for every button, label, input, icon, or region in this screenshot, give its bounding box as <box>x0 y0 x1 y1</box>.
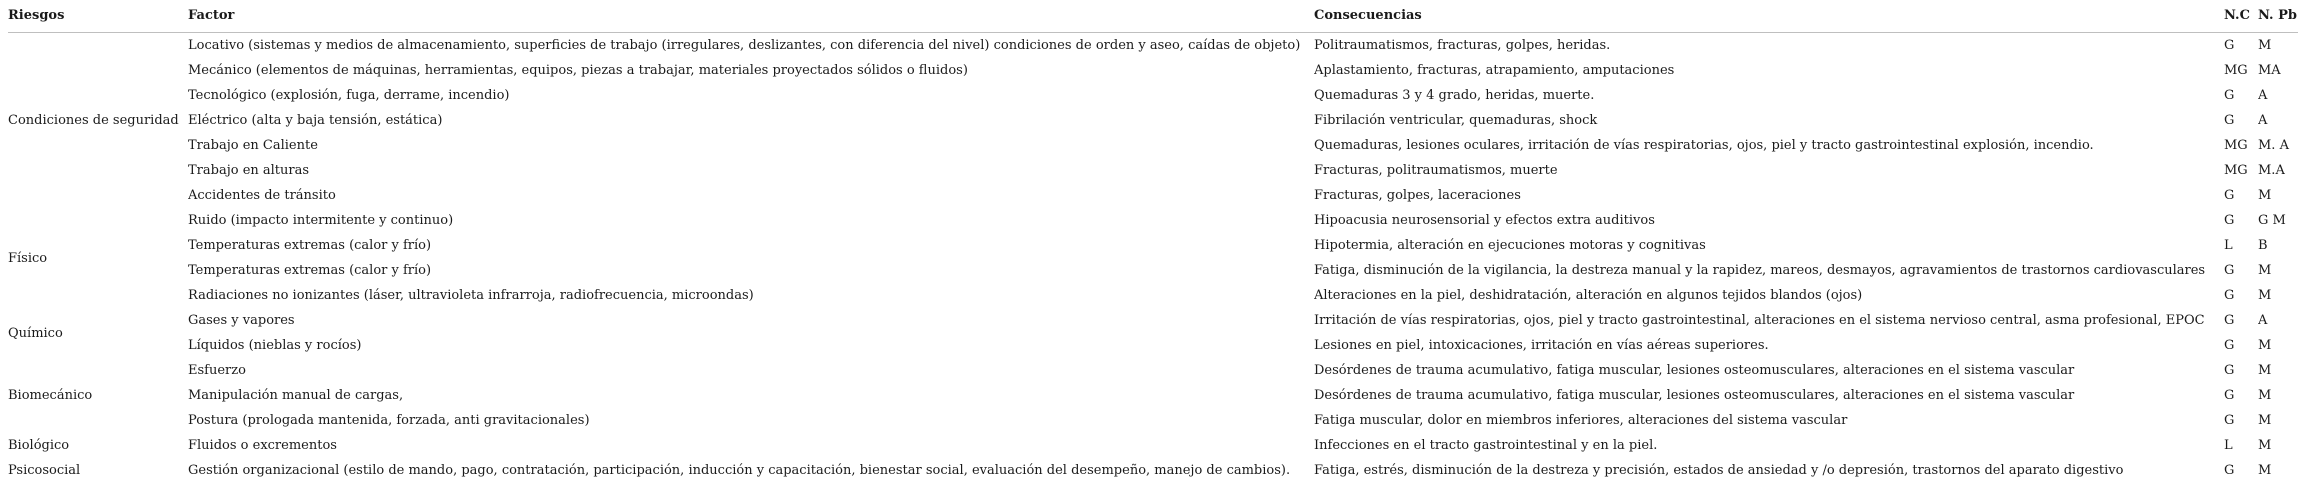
consequence-cell: Infecciones en el tracto gastrointestinal y en la piel. <box>1314 438 1658 453</box>
npb-cell: B <box>2258 238 2268 253</box>
factor-cell: Manipulación manual de cargas, <box>188 388 404 403</box>
table-row <box>8 433 2298 458</box>
factor-cell: Esfuerzo <box>188 363 246 378</box>
risk-category: Químico <box>8 325 63 341</box>
risk-category: Psicosocial <box>8 463 81 478</box>
nc-cell: G <box>2224 413 2235 428</box>
factor-cell: Ruido (impacto intermitente y continuo) <box>188 213 454 228</box>
npb-cell: M.A <box>2258 163 2285 178</box>
header-npb: N. Pb <box>2258 8 2297 23</box>
table-row <box>8 208 2298 233</box>
header-factor: Factor <box>188 8 235 23</box>
npb-cell: MA <box>2258 63 2281 78</box>
nc-cell: G <box>2224 38 2235 53</box>
nc-cell: L <box>2224 238 2233 253</box>
factor-cell: Accidentes de tránsito <box>188 188 336 203</box>
table-row <box>8 133 2298 158</box>
table-row <box>8 83 2298 108</box>
consequence-cell: Quemaduras, lesiones oculares, irritación de vías respiratorias, ojos, piel y tracto gastrointestinal explosión, incendio. <box>1314 138 2094 153</box>
nc-cell: G <box>2224 188 2235 203</box>
nc-cell: MG <box>2224 63 2248 78</box>
risk-table <box>8 0 2298 483</box>
consequence-cell: Irritación de vías respiratorias, ojos, piel y tracto gastrointestinal, alteraciones en el sistema nervioso central, asma profesional, EPOC <box>1314 313 2205 328</box>
factor-cell: Tecnológico (explosión, fuga, derrame, incendio) <box>188 88 510 103</box>
npb-cell: M <box>2258 288 2272 303</box>
table-row <box>8 458 2298 483</box>
factor-cell: Trabajo en Caliente <box>188 138 318 153</box>
nc-cell: G <box>2224 463 2235 478</box>
table-row <box>8 58 2298 83</box>
nc-cell: MG <box>2224 163 2248 178</box>
npb-cell: G M <box>2258 213 2286 228</box>
npb-cell: M <box>2258 263 2272 278</box>
nc-cell: MG <box>2224 138 2248 153</box>
consequence-cell: Fracturas, politraumatismos, muerte <box>1314 163 1558 178</box>
factor-cell: Temperaturas extremas (calor y frío) <box>188 263 432 278</box>
factor-cell: Eléctrico (alta y baja tensión, estática) <box>188 113 443 128</box>
risk-category: Condiciones de seguridad <box>8 113 179 128</box>
table-row <box>8 233 2298 258</box>
header-riesgos: Riesgos <box>8 8 65 23</box>
npb-cell: M <box>2258 363 2272 378</box>
consequence-cell: Hipotermia, alteración en ejecuciones motoras y cognitivas <box>1314 238 1706 253</box>
consequence-cell: Politraumatismos, fracturas, golpes, heridas. <box>1314 38 1611 53</box>
consequence-cell: Fatiga, disminución de la vigilancia, la destreza manual y la rapidez, mareos, desmayos, agravamientos de trastornos cardiovasculares <box>1314 263 2206 278</box>
consequence-cell: Aplastamiento, fracturas, atrapamiento, amputaciones <box>1314 63 1675 78</box>
npb-cell: M <box>2258 463 2272 478</box>
factor-cell: Gestión organizacional (estilo de mando, pago, contratación, participación, inducción y capacitación, bienestar social, evaluación del desempeño, manejo de cambios). <box>188 463 1291 478</box>
consequence-cell: Fatiga, estrés, disminución de la destreza y precisión, estados de ansiedad y /o depresión, trastornos del aparato digestivo <box>1314 463 2124 478</box>
table-row <box>8 33 2298 59</box>
nc-cell: G <box>2224 113 2235 128</box>
table-row <box>8 158 2298 183</box>
table-row <box>8 183 2298 208</box>
npb-cell: M <box>2258 388 2272 403</box>
npb-cell: M. A <box>2258 138 2289 153</box>
factor-cell: Temperaturas extremas (calor y frío) <box>188 238 432 253</box>
factor-cell: Mecánico (elementos de máquinas, herramientas, equipos, piezas a trabajar, materiales proyectados sólidos o fluidos) <box>188 63 968 78</box>
nc-cell: G <box>2224 363 2235 378</box>
npb-cell: M <box>2258 188 2272 203</box>
consequence-cell: Quemaduras 3 y 4 grado, heridas, muerte. <box>1314 88 1595 103</box>
factor-cell: Postura (prologada mantenida, forzada, anti gravitacionales) <box>188 413 590 428</box>
consequence-cell: Desórdenes de trauma acumulativo, fatiga muscular, lesiones osteomusculares, alteraciones en el sistema vascular <box>1314 388 2075 403</box>
nc-cell: G <box>2224 338 2235 353</box>
table-body <box>8 33 2298 483</box>
nc-cell: G <box>2224 213 2235 228</box>
nc-cell: G <box>2224 263 2235 278</box>
factor-cell: Fluidos o excrementos <box>188 438 337 453</box>
table-row <box>8 308 2298 333</box>
factor-cell: Gases y vapores <box>188 313 295 328</box>
nc-cell: G <box>2224 388 2235 403</box>
table-row <box>8 333 2298 358</box>
risk-category: Biomecánico <box>8 388 93 403</box>
consequence-cell: Alteraciones en la piel, deshidratación, alteración en algunos tejidos blandos (ojos) <box>1314 288 1863 303</box>
table-row <box>8 408 2298 433</box>
header-consecuencias: Consecuencias <box>1314 8 1422 23</box>
factor-cell: Líquidos (nieblas y rocíos) <box>188 338 362 353</box>
npb-cell: M <box>2258 438 2272 453</box>
header-nc: N.C <box>2224 8 2250 23</box>
nc-cell: L <box>2224 438 2233 453</box>
nc-cell: G <box>2224 88 2235 103</box>
header-row <box>8 0 2298 33</box>
table-row <box>8 258 2298 283</box>
consequence-cell: Fibrilación ventricular, quemaduras, shock <box>1314 113 1598 128</box>
table-row <box>8 283 2298 308</box>
consequence-cell: Desórdenes de trauma acumulativo, fatiga muscular, lesiones osteomusculares, alteraciones en el sistema vascular <box>1314 363 2075 378</box>
risk-category: Físico <box>8 250 48 266</box>
consequence-cell: Fracturas, golpes, laceraciones <box>1314 188 1521 203</box>
npb-cell: A <box>2258 113 2268 128</box>
consequence-cell: Fatiga muscular, dolor en miembros inferiores, alteraciones del sistema vascular <box>1314 413 1848 428</box>
factor-cell: Trabajo en alturas <box>188 163 310 178</box>
factor-cell: Locativo (sistemas y medios de almacenamiento, superficies de trabajo (irregulares, deslizantes, con diferencia del nivel) condiciones de orden y aseo, caídas de objeto) <box>188 38 1301 53</box>
npb-cell: M <box>2258 38 2272 53</box>
consequence-cell: Lesiones en piel, intoxicaciones, irritación en vías aéreas superiores. <box>1314 338 1769 353</box>
risk-category: Biológico <box>8 438 70 453</box>
nc-cell: G <box>2224 313 2235 328</box>
factor-cell: Radiaciones no ionizantes (láser, ultravioleta infrarroja, radiofrecuencia, microondas) <box>188 288 754 303</box>
consequence-cell: Hipoacusia neurosensorial y efectos extra auditivos <box>1314 213 1655 228</box>
nc-cell: G <box>2224 288 2235 303</box>
table-row <box>8 358 2298 383</box>
table-row <box>8 108 2298 133</box>
npb-cell: A <box>2258 313 2268 328</box>
table-row <box>8 383 2298 408</box>
npb-cell: A <box>2258 88 2268 103</box>
npb-cell: M <box>2258 413 2272 428</box>
npb-cell: M <box>2258 338 2272 353</box>
